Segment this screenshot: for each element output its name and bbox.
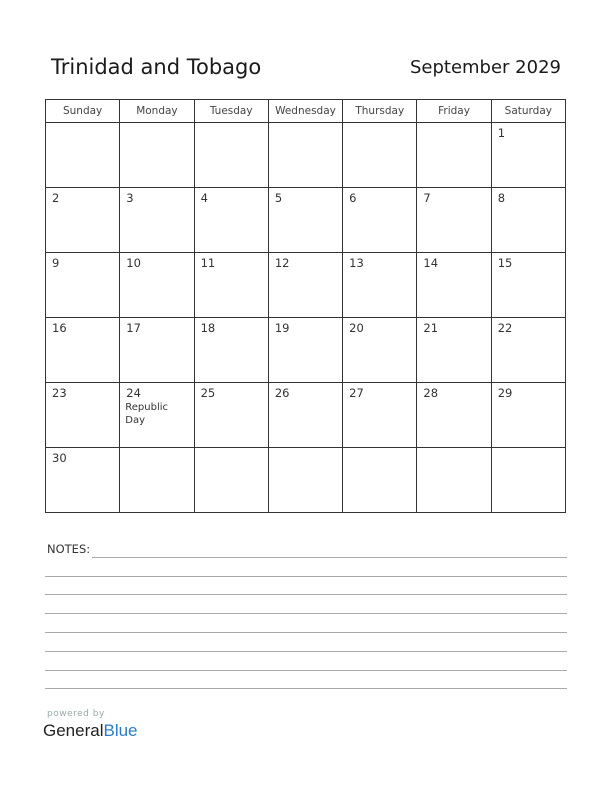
weekday-friday: Friday <box>417 100 491 123</box>
day-number: 1 <box>497 126 506 140</box>
weekday-header-row <box>46 100 566 123</box>
day-number: 12 <box>274 256 290 270</box>
day-cell <box>120 448 194 513</box>
day-number: 15 <box>497 256 513 270</box>
day-cell <box>491 448 565 513</box>
day-cell <box>194 123 268 188</box>
notes-line <box>45 613 567 614</box>
day-number: 23 <box>52 386 67 400</box>
day-cell <box>417 383 491 448</box>
day-number: 22 <box>497 321 513 335</box>
day-number: 3 <box>126 191 134 205</box>
weekday-thursday: Thursday <box>343 100 417 123</box>
day-number: 25 <box>200 386 216 400</box>
day-cell <box>491 123 565 188</box>
week-row <box>46 123 566 188</box>
brand-logo <box>43 721 138 741</box>
day-number: 2 <box>52 191 60 205</box>
day-cell <box>268 253 342 318</box>
day-cell <box>46 318 120 383</box>
weekday-saturday: Saturday <box>491 100 565 123</box>
day-number: 27 <box>349 386 364 400</box>
day-number: 11 <box>200 256 216 270</box>
day-cell <box>268 188 342 253</box>
day-cell <box>46 448 120 513</box>
day-cell <box>343 383 417 448</box>
day-cell <box>46 123 120 188</box>
weekday-tuesday: Tuesday <box>194 100 268 123</box>
day-number: 6 <box>349 191 357 205</box>
week-row <box>46 188 566 253</box>
day-cell <box>120 123 194 188</box>
day-number: 24 <box>126 386 141 400</box>
day-cell <box>343 188 417 253</box>
day-cell <box>343 448 417 513</box>
day-cell <box>343 123 417 188</box>
title-month: September 2029 <box>409 57 561 78</box>
day-cell <box>268 448 342 513</box>
day-cell <box>120 383 194 448</box>
day-cell <box>46 383 120 448</box>
day-number: 4 <box>200 191 208 205</box>
day-cell <box>120 188 194 253</box>
day-cell <box>268 123 342 188</box>
day-number: 16 <box>52 321 67 335</box>
day-cell <box>120 253 194 318</box>
powered-by-text: powered by <box>47 709 105 719</box>
week-row <box>46 318 566 383</box>
day-cell <box>194 253 268 318</box>
day-number: 21 <box>423 321 439 335</box>
brand-general: General <box>43 721 104 740</box>
calendar-grid <box>45 99 566 513</box>
day-cell <box>194 383 268 448</box>
brand-blue: Blue <box>103 721 138 740</box>
notes-line <box>45 688 567 689</box>
day-number: 14 <box>423 256 439 270</box>
day-cell <box>417 188 491 253</box>
day-number: 28 <box>423 386 439 400</box>
day-cell <box>343 253 417 318</box>
notes-line <box>45 576 567 577</box>
day-cell <box>491 318 565 383</box>
day-cell <box>343 318 417 383</box>
day-number: 17 <box>126 321 141 335</box>
day-number: 26 <box>274 386 290 400</box>
week-row <box>46 253 566 318</box>
day-cell <box>268 383 342 448</box>
day-number: 19 <box>274 321 290 335</box>
notes-line <box>45 632 567 633</box>
day-number: 9 <box>52 256 60 270</box>
day-cell <box>268 318 342 383</box>
notes-line <box>45 670 567 671</box>
day-cell <box>491 188 565 253</box>
weekday-monday: Monday <box>120 100 194 123</box>
day-cell <box>417 123 491 188</box>
weekday-wednesday: Wednesday <box>268 100 342 123</box>
day-number: 5 <box>274 191 283 205</box>
week-row <box>46 383 566 448</box>
day-cell <box>194 188 268 253</box>
day-cell <box>417 448 491 513</box>
day-cell <box>194 448 268 513</box>
day-cell <box>46 253 120 318</box>
day-number: 7 <box>423 191 431 205</box>
notes-line <box>92 557 567 558</box>
day-number: 29 <box>497 386 513 400</box>
notes-line <box>45 594 567 595</box>
day-number: 10 <box>126 256 141 270</box>
weekday-sunday: Sunday <box>46 100 120 123</box>
week-row <box>46 448 566 513</box>
notes-line <box>45 651 567 652</box>
day-cell <box>417 253 491 318</box>
holiday-label: Republic Day <box>125 402 169 426</box>
day-number: 13 <box>349 256 364 270</box>
day-number: 30 <box>52 451 67 465</box>
day-number: 20 <box>349 321 364 335</box>
day-cell <box>46 188 120 253</box>
title-country: Trinidad and Tobago <box>51 55 262 79</box>
day-number: 18 <box>200 321 216 335</box>
day-cell <box>491 253 565 318</box>
day-cell <box>417 318 491 383</box>
day-number: 8 <box>497 191 506 205</box>
day-cell <box>120 318 194 383</box>
day-cell <box>491 383 565 448</box>
notes-label: NOTES: <box>47 542 91 556</box>
day-cell <box>194 318 268 383</box>
